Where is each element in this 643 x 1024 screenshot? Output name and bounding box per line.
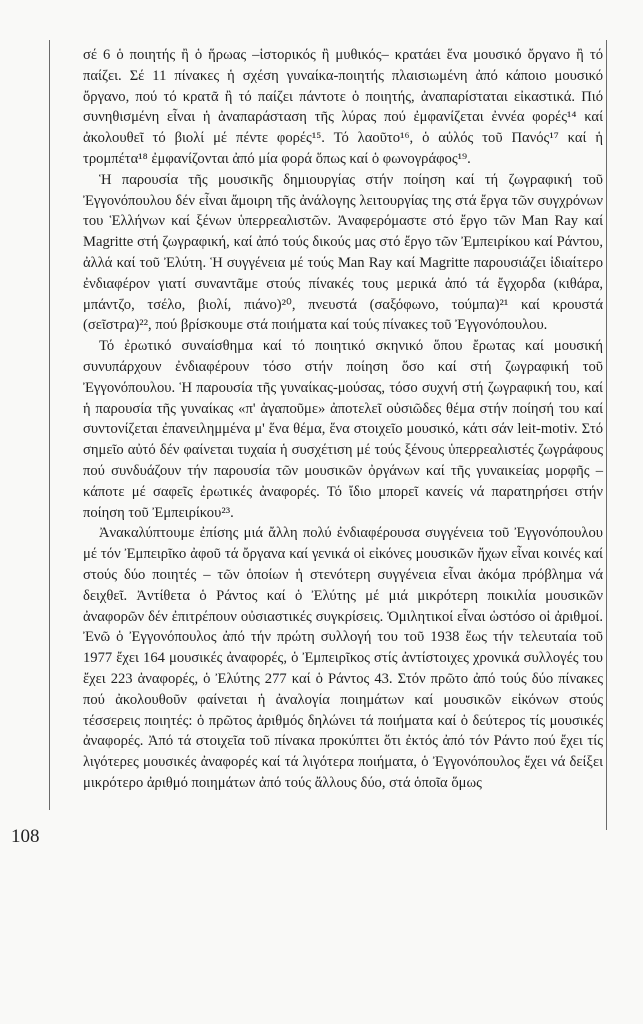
paragraph: σέ 6 ὁ ποιητής ἢ ὁ ἥρωας –ἱστορικός ἢ μυθικός– κρατάει ἕνα μουσικό ὄργανο ἢ τό παίζει. Σέ 11 πίνακες ἡ σχέση γυναίκα-ποιητής πλαισιωμένη ἀπό κάποιο μουσικό ὄργανο, πού τό κρατᾶ ἢ τό παίζει πάντοτε ὁ ποιητής, ἀναπαρίσταται εἰκαστικά. Πιό συνηθισμένη εἶναι ἡ ἀναπαράσταση τῆς λύρας πού ἐμφανίζεται ἐννέα φορές¹⁴ καί ἀκολουθεῖ τό βιολί μέ πέντε φορές¹⁵. Τό λαοῦτο¹⁶, ὁ αὐλός τοῦ Πανός¹⁷ καί ἡ τρομπέτα¹⁸ ἐμφανίζονται ἀπό μία φορά ὅπως καί ὁ φωνογράφος¹⁹.: [83, 47, 603, 167]
paragraph: Ἡ παρουσία τῆς μουσικῆς δημιουργίας στήν ποίηση καί τή ζωγραφική τοῦ Ἐγγονόπουλου δέν εἶναι ἄμοιρη τῆς ἀνάλογης λειτουργίας της στά ἔργα τῶν συγχρόνων του Ἑλλήνων καί ξένων ὑπερρεαλιστῶν. Ἀναφερόμαστε στό ἔργο τῶν Man Ray καί Magritte στή ζωγραφική, καί ἀπό τούς δικούς μας στό ἔργο τῶν Ἐμπειρίκου καί Ράντου, ἀλλά καί τοῦ Ἐλύτη. Ἡ συγγένεια μέ τούς Man Ray καί Magritte παρουσιάζει ἰδιαίτερο ἐνδιαφέρον γιατί συναντᾶμε στούς πίνακές τους μερικά ἀπό τά ἔγχορδα (κιθάρα, μπάντζο, τσέλο, βιολί, πιάνο)²⁰, πνευστά (σαξόφωνο, τούμπα)²¹ καί κρουστά (σεῖστρα)²², πού βρίσκουμε στά ποιήματα καί τούς πίνακες τοῦ Ἐγγονόπουλου.: [83, 171, 603, 334]
paragraph: Ἀνακαλύπτουμε ἐπίσης μιά ἄλλη πολύ ἐνδιαφέρουσα συγγένεια τοῦ Ἐγγονόπουλου μέ τόν Ἐμπειρῖκο ἀφοῦ τά ὄργανα καί γενικά οἱ εἰκόνες μουσικῶν ἤχων εἶναι κοινές καί στούς δύο ποιητές – τῶν ὁποίων ἡ στενότερη συγγένεια εἶναι ἀκόμα πρόβλημα νά δειχθεῖ. Ἀντίθετα ὁ Ράντος καί ὁ Ἐλύτης μέ μιά μικρότερη ποικιλία μουσικῶν ἀναφορῶν δέν ἐπιτρέπουν οὐσιαστικές συγκρίσεις. Ὁμιλητικοί εἶναι ὡστόσο οἱ ἀριθμοί. Ἐνῶ ὁ Ἐγγονόπουλος ἀπό τήν πρώτη συλλογή του τοῦ 1938 ἕως τήν τελευταία τοῦ 1977 ἔχει 164 μουσικές ἀναφορές, ὁ Ἐμπειρῖκος στίς ἀντίστοιχες χρονικά συλλογές του ἔχει 223 ἀναφορές, ὁ Ἐλύτης 277 καί ὁ Ράντος 43. Στόν πρῶτο ἀπό τούς δύο πίνακες πού ἀκολουθοῦν φαίνεται ἡ ἀναλογία ποιημάτων καί μουσικῶν εἰκόνων στούς τέσσερεις ποιητές: ὁ πρῶτος ἀριθμός δηλώνει τά ποιήματα καί ὁ δεύτερος τίς μουσικές ἀναφορές. Ἀπό τά στοιχεῖα τοῦ πίνακα προκύπτει ὅτι ἐκτός ἀπό τόν Ράντο πού ἔχει τίς λιγότερες μουσικές ἀναφορές καί τά λιγότερα ποιήματα, ὁ Ἐγγονόπουλος ἔχει νά δείξει μικρότερο ἀριθμό ποιημάτων ἀπό τούς ἄλλους δύο, στά ὁποῖα ὅμως: [83, 525, 603, 791]
body-text: [83, 45, 603, 794]
left-margin-rule: [49, 40, 50, 810]
paragraph: Τό ἐρωτικό συναίσθημα καί τό ποιητικό σκηνικό ὅπου ἔρωτας καί μουσική συνυπάρχουν ἐνδιαφέρουν τόσο στήν ποίηση ὅσο καί στή ζωγραφική τοῦ Ἐγγονόπουλου. Ἡ παρουσία τῆς γυναίκας-μούσας, τόσο συχνή στή ζωγραφική του, καί ἡ παρουσία τῆς γυναίκας «π' ἀγαποῦμε» ἀποτελεῖ οὐσιῶδες θέμα στήν ποίησή του καί συντονίζεται ἐπανειλημμένα μ' ἕνα θέμα, ἕνα στοιχεῖο μουσικό, κάτι σάν leit-motiv. Στό σημεῖο αὐτό δέν φαίνεται τυχαία ἡ συσχέτιση μέ τούς ξένους ὑπερρεαλιστές ζωγράφους πού συνδυάζουν τήν παρουσία τῶν μουσικῶν ὀργάνων καί τῆς γυναικείας μορφῆς – κάποτε μέ σαφεῖς ἐρωτικές ἀναφορές. Τό ἴδιο μπορεῖ κανείς νά παρατηρήσει στήν ποίηση τοῦ Ἐμπειρίκου²³.: [83, 338, 603, 521]
right-margin-rule: [606, 40, 607, 830]
page-number: 108: [11, 826, 40, 847]
